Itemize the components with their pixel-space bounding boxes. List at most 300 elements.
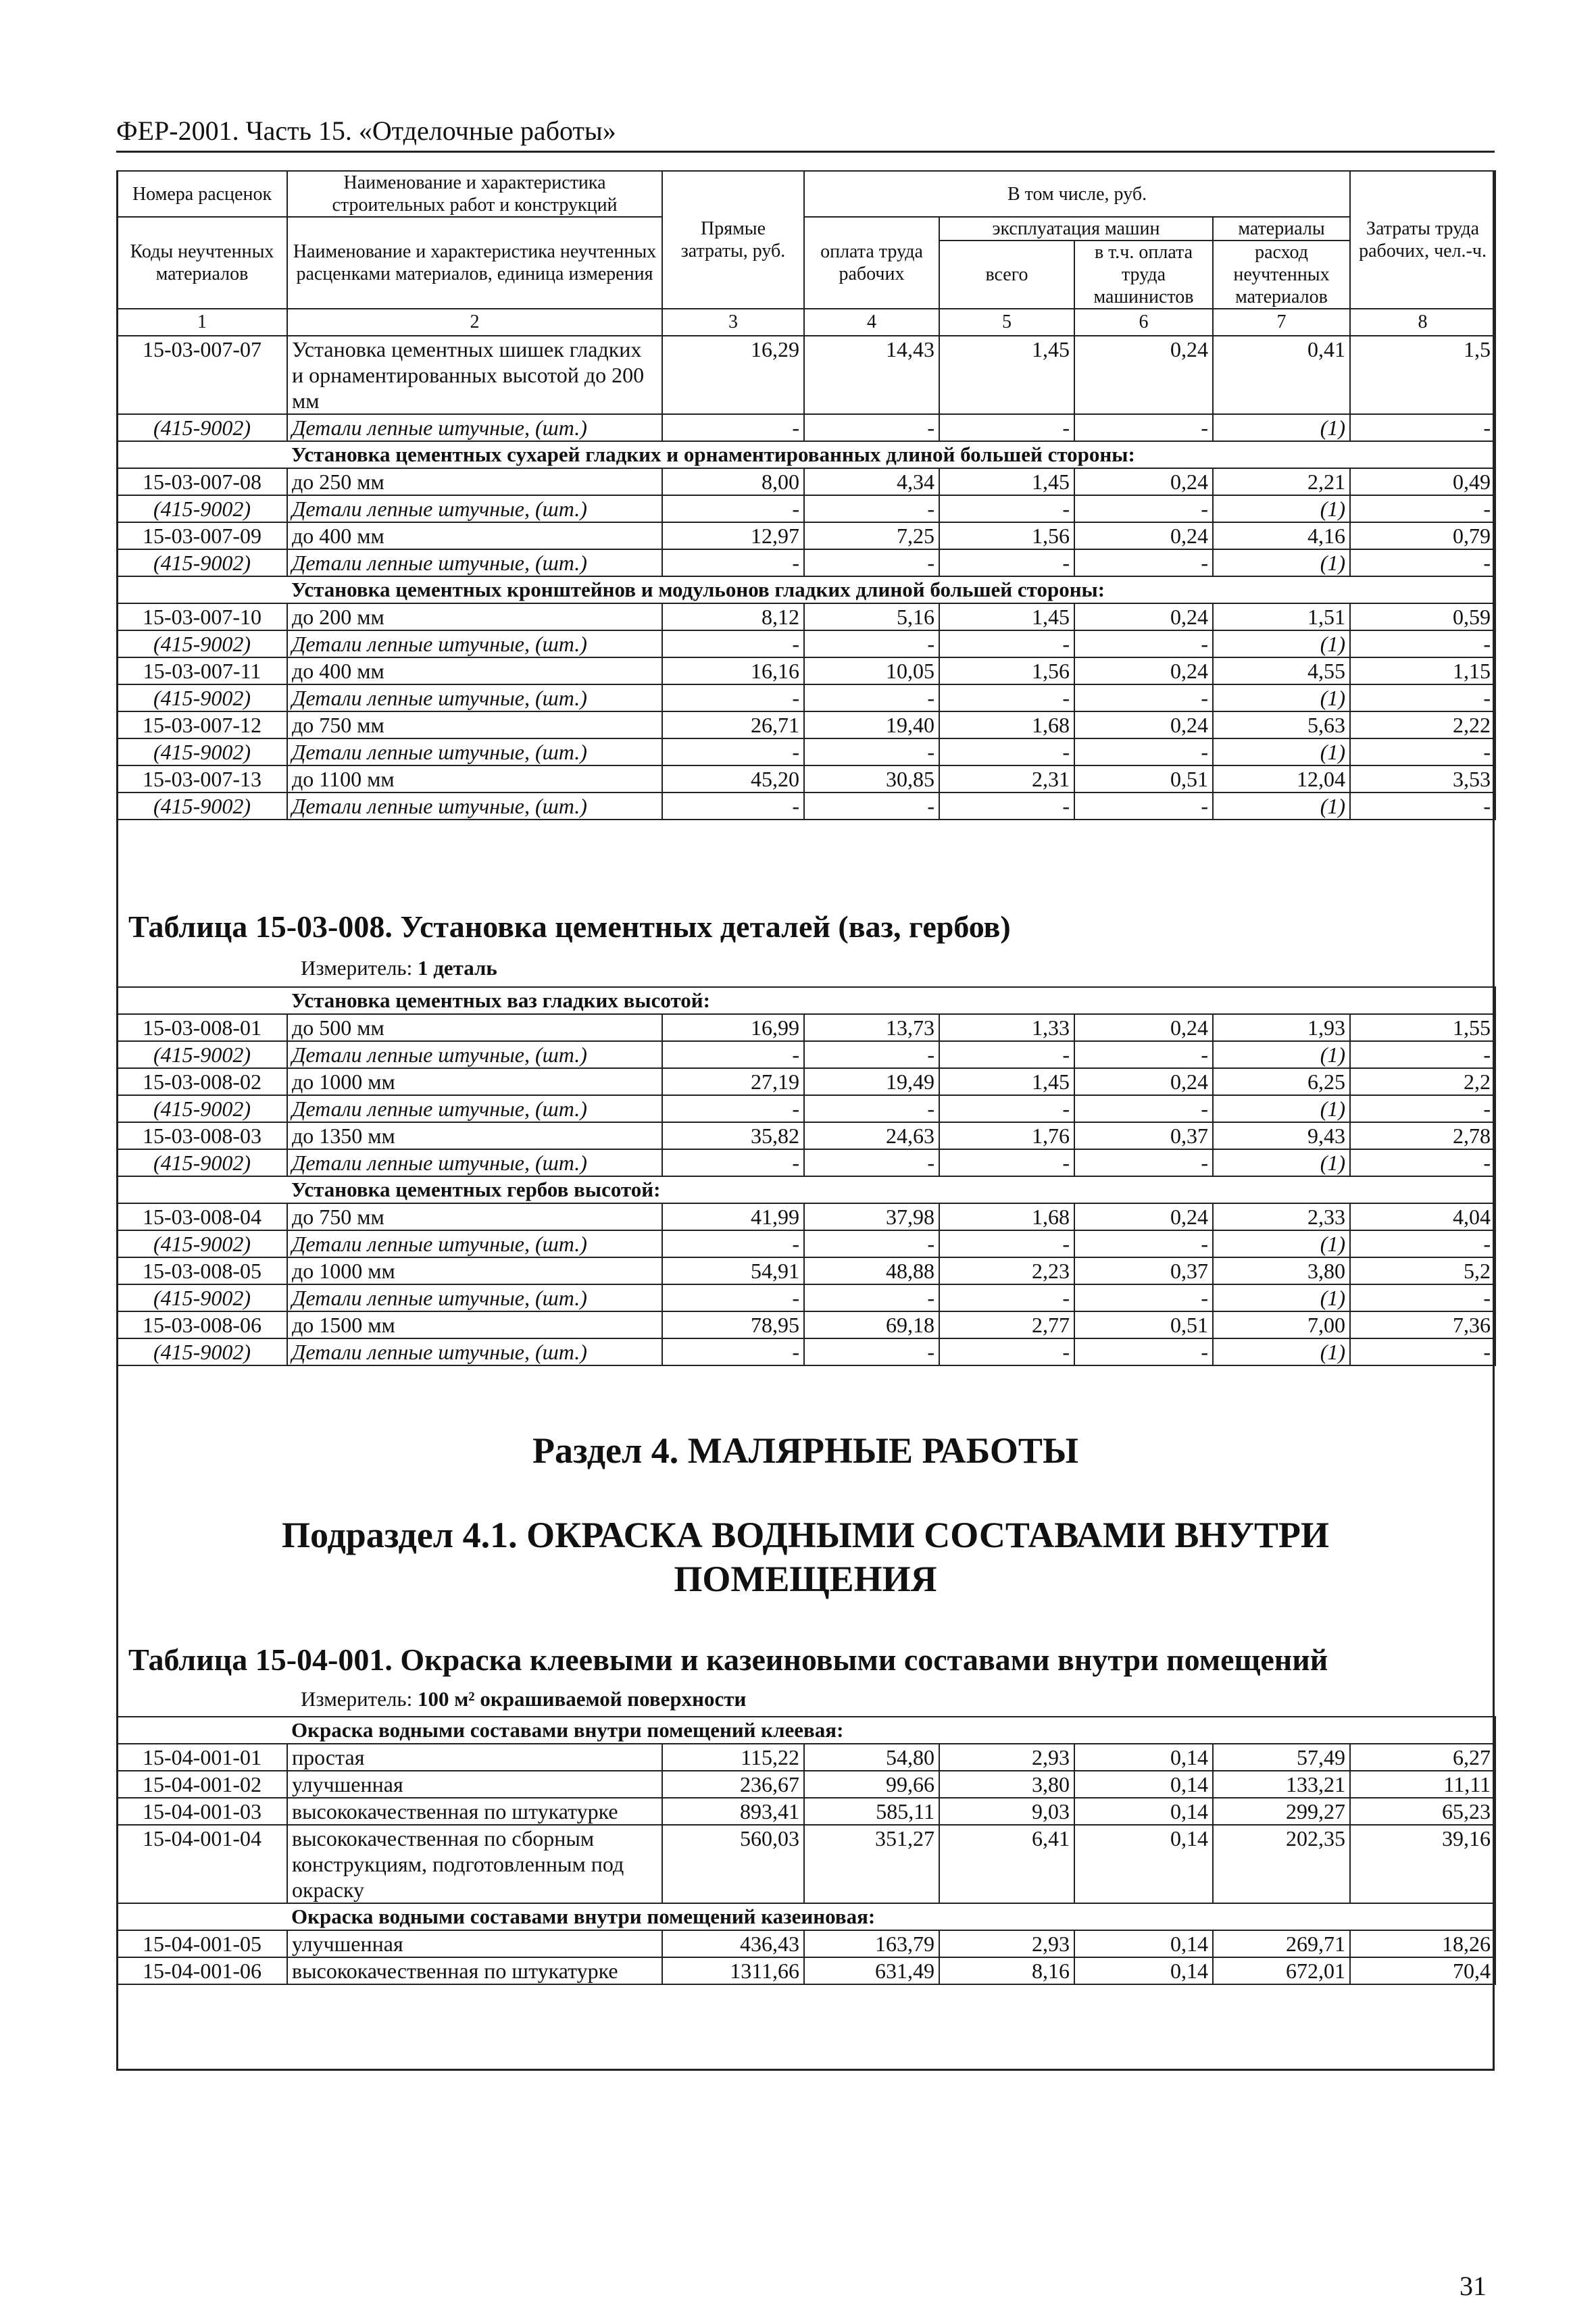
material-name: Детали лепные штучные, (шт.) — [287, 549, 662, 576]
rate-value: 2,78 — [1350, 1122, 1495, 1149]
material-row — [117, 738, 1495, 765]
rate-value: 1,56 — [939, 657, 1074, 684]
material-code: (415-9002) — [117, 414, 287, 441]
col-head-machines-total: всего — [939, 241, 1074, 309]
rate-value: 0,24 — [1074, 468, 1213, 495]
rate-value: 2,33 — [1213, 1203, 1350, 1230]
material-code: (415-9002) — [117, 1149, 287, 1176]
rate-row — [117, 1957, 1495, 1984]
col-head-machines: эксплуатация машин — [939, 217, 1213, 241]
material-value: - — [939, 1095, 1074, 1122]
rate-value: 12,97 — [662, 522, 804, 549]
material-value: - — [804, 414, 939, 441]
rate-name: до 750 мм — [287, 1203, 662, 1230]
header-rule — [116, 151, 1495, 153]
subheading-spacer — [117, 987, 287, 1014]
rate-value: 0,14 — [1074, 1825, 1213, 1903]
rate-value: 0,51 — [1074, 765, 1213, 793]
subheading-text: Окраска водными составами внутри помещений казеиновая: — [287, 1903, 1495, 1930]
rate-value: 4,55 — [1213, 657, 1350, 684]
col-index: 3 — [662, 309, 804, 336]
rate-name: до 500 мм — [287, 1014, 662, 1041]
rate-value: 2,93 — [939, 1930, 1074, 1957]
material-name: Детали лепные штучные, (шт.) — [287, 738, 662, 765]
table-title-15-04-001: Таблица 15-04-001. Окраска клеевыми и казеиновыми составами внутри помещений — [128, 1642, 1328, 1677]
material-value: - — [1074, 1095, 1213, 1122]
material-code: (415-9002) — [117, 1284, 287, 1311]
rate-value: 54,80 — [804, 1744, 939, 1771]
rate-value: 0,24 — [1074, 1014, 1213, 1041]
material-value: - — [1074, 630, 1213, 657]
material-code: (415-9002) — [117, 1338, 287, 1365]
measure-value: 1 деталь — [417, 956, 497, 980]
measure-value: 100 м² окрашиваемой поверхности — [417, 1687, 747, 1711]
col-index: 8 — [1350, 309, 1495, 336]
material-name: Детали лепные штучные, (шт.) — [287, 1284, 662, 1311]
subsection-title-line-1: Подраздел 4.1. ОКРАСКА ВОДНЫМИ СОСТАВАМИ ВНУТРИ — [282, 1515, 1329, 1555]
rate-row — [117, 1014, 1495, 1041]
rate-value: 2,22 — [1350, 711, 1495, 738]
rate-value: 1,55 — [1350, 1014, 1495, 1041]
rate-row — [117, 1798, 1495, 1825]
material-value: - — [939, 495, 1074, 522]
rate-value: 0,49 — [1350, 468, 1495, 495]
rate-row — [117, 1122, 1495, 1149]
rates-table-15-03-007 — [116, 170, 1496, 820]
rate-value: 19,40 — [804, 711, 939, 738]
rate-value: 0,14 — [1074, 1744, 1213, 1771]
rate-value: 115,22 — [662, 1744, 804, 1771]
material-value: (1) — [1213, 684, 1350, 711]
rate-row — [117, 765, 1495, 793]
material-value: (1) — [1213, 1041, 1350, 1068]
rate-value: 8,00 — [662, 468, 804, 495]
material-value: - — [1074, 1230, 1213, 1257]
rate-value: 2,23 — [939, 1257, 1074, 1284]
rate-row — [117, 1068, 1495, 1095]
rate-value: 99,66 — [804, 1771, 939, 1798]
rate-row — [117, 336, 1495, 414]
rate-name: до 1350 мм — [287, 1122, 662, 1149]
measure-label: Измеритель: — [301, 956, 413, 980]
rate-value: 0,24 — [1074, 1203, 1213, 1230]
rate-row — [117, 468, 1495, 495]
rate-value: 133,21 — [1213, 1771, 1350, 1798]
rate-value: 1,76 — [939, 1122, 1074, 1149]
material-value: - — [1074, 793, 1213, 820]
subheading-row — [117, 576, 1495, 603]
rate-value: 3,80 — [939, 1771, 1074, 1798]
material-value: - — [804, 684, 939, 711]
rate-value: 351,27 — [804, 1825, 939, 1903]
material-name: Детали лепные штучные, (шт.) — [287, 684, 662, 711]
rate-value: 30,85 — [804, 765, 939, 793]
rate-value: 6,41 — [939, 1825, 1074, 1903]
running-header: ФЕР-2001. Часть 15. «Отделочные работы» — [116, 116, 616, 146]
rate-value: 4,04 — [1350, 1203, 1495, 1230]
rate-value: 0,24 — [1074, 657, 1213, 684]
rate-value: 39,16 — [1350, 1825, 1495, 1903]
rate-value: 16,99 — [662, 1014, 804, 1041]
subheading-row — [117, 1176, 1495, 1203]
material-name: Детали лепные штучные, (шт.) — [287, 630, 662, 657]
rate-name: простая — [287, 1744, 662, 1771]
material-value: - — [804, 1095, 939, 1122]
rate-value: 2,77 — [939, 1311, 1074, 1338]
material-code: (415-9002) — [117, 684, 287, 711]
rate-row — [117, 1744, 1495, 1771]
rate-row — [117, 711, 1495, 738]
rate-value: 7,36 — [1350, 1311, 1495, 1338]
rate-value: 1,45 — [939, 1068, 1074, 1095]
rate-value: 631,49 — [804, 1957, 939, 1984]
rate-value: 7,00 — [1213, 1311, 1350, 1338]
rate-row — [117, 1203, 1495, 1230]
table-body-15-04-001 — [117, 1717, 1495, 1984]
rate-value: 3,53 — [1350, 765, 1495, 793]
material-value: - — [804, 1041, 939, 1068]
rate-value: 163,79 — [804, 1930, 939, 1957]
material-name: Детали лепные штучные, (шт.) — [287, 793, 662, 820]
rate-value: 1,93 — [1213, 1014, 1350, 1041]
rate-value: 299,27 — [1213, 1798, 1350, 1825]
table-body-15-03-007 — [117, 336, 1495, 820]
rate-code: 15-03-008-01 — [117, 1014, 287, 1041]
rate-value: 560,03 — [662, 1825, 804, 1903]
material-value: - — [662, 1041, 804, 1068]
rate-value: 0,24 — [1074, 336, 1213, 414]
subheading-spacer — [117, 1903, 287, 1930]
material-name: Детали лепные штучные, (шт.) — [287, 1095, 662, 1122]
material-value: - — [662, 1149, 804, 1176]
material-value: (1) — [1213, 630, 1350, 657]
rate-value: 6,25 — [1213, 1068, 1350, 1095]
col-index: 4 — [804, 309, 939, 336]
material-row — [117, 1095, 1495, 1122]
material-value: - — [939, 630, 1074, 657]
material-row — [117, 414, 1495, 441]
material-code: (415-9002) — [117, 738, 287, 765]
material-value: - — [804, 793, 939, 820]
material-value: - — [939, 684, 1074, 711]
subheading-spacer — [117, 1717, 287, 1744]
material-value: - — [939, 549, 1074, 576]
material-value: - — [804, 549, 939, 576]
material-value: - — [804, 495, 939, 522]
rate-code: 15-03-007-11 — [117, 657, 287, 684]
material-name: Детали лепные штучные, (шт.) — [287, 1041, 662, 1068]
rate-value: 19,49 — [804, 1068, 939, 1095]
section-title: Раздел 4. МАЛЯРНЫЕ РАБОТЫ — [532, 1430, 1078, 1471]
material-code: (415-9002) — [117, 1041, 287, 1068]
rate-value: 54,91 — [662, 1257, 804, 1284]
material-value: - — [939, 414, 1074, 441]
rate-value: 893,41 — [662, 1798, 804, 1825]
rate-code: 15-04-001-04 — [117, 1825, 287, 1903]
rate-value: 37,98 — [804, 1203, 939, 1230]
rate-value: 1,68 — [939, 1203, 1074, 1230]
material-value: (1) — [1213, 414, 1350, 441]
material-code: (415-9002) — [117, 1095, 287, 1122]
table-body-15-03-008 — [117, 987, 1495, 1365]
material-value: (1) — [1213, 738, 1350, 765]
material-value: - — [804, 1149, 939, 1176]
rate-value: 0,37 — [1074, 1122, 1213, 1149]
measure-15-03-008 — [301, 956, 497, 980]
rate-value: 1,45 — [939, 603, 1074, 630]
material-value: (1) — [1213, 1149, 1350, 1176]
rate-value: 0,79 — [1350, 522, 1495, 549]
col-head-rates: Номера расценок — [117, 171, 287, 217]
material-value: - — [1350, 1149, 1495, 1176]
rate-code: 15-04-001-05 — [117, 1930, 287, 1957]
rate-value: 0,24 — [1074, 1068, 1213, 1095]
rate-value: 1,45 — [939, 336, 1074, 414]
material-name: Детали лепные штучные, (шт.) — [287, 1149, 662, 1176]
rate-value: 0,24 — [1074, 522, 1213, 549]
rate-code: 15-04-001-01 — [117, 1744, 287, 1771]
col-head-works: Наименование и характеристика строительных работ и конструкций — [287, 171, 662, 217]
rate-row — [117, 1930, 1495, 1957]
rate-code: 15-03-007-07 — [117, 336, 287, 414]
material-value: - — [662, 549, 804, 576]
material-value: - — [1350, 630, 1495, 657]
material-value: - — [1074, 1149, 1213, 1176]
rate-value: 2,31 — [939, 765, 1074, 793]
rate-value: 9,03 — [939, 1798, 1074, 1825]
material-value: - — [939, 1149, 1074, 1176]
material-value: - — [804, 738, 939, 765]
rate-value: 0,14 — [1074, 1957, 1213, 1984]
rate-value: 4,34 — [804, 468, 939, 495]
material-value: - — [1350, 549, 1495, 576]
measure-15-04-001 — [301, 1687, 746, 1711]
rate-name: высококачественная по штукатурке — [287, 1798, 662, 1825]
material-value: - — [662, 630, 804, 657]
rate-value: 8,12 — [662, 603, 804, 630]
material-value: - — [662, 414, 804, 441]
rate-value: 2,93 — [939, 1744, 1074, 1771]
rate-value: 11,11 — [1350, 1771, 1495, 1798]
rate-value: 1,33 — [939, 1014, 1074, 1041]
table-title-15-03-008: Таблица 15-03-008. Установка цементных деталей (ваз, гербов) — [128, 909, 1011, 944]
material-row — [117, 793, 1495, 820]
rate-name: высококачественная по штукатурке — [287, 1957, 662, 1984]
rate-value: 70,4 — [1350, 1957, 1495, 1984]
material-row — [117, 1041, 1495, 1068]
material-name: Детали лепные штучные, (шт.) — [287, 1230, 662, 1257]
rate-name: до 400 мм — [287, 522, 662, 549]
subheading-row — [117, 987, 1495, 1014]
rate-name: до 200 мм — [287, 603, 662, 630]
rate-value: 0,24 — [1074, 603, 1213, 630]
material-value: - — [1074, 1338, 1213, 1365]
col-head-direct-costs: Прямые затраты, руб. — [662, 171, 804, 309]
material-value: - — [939, 1284, 1074, 1311]
material-row — [117, 1149, 1495, 1176]
rate-value: 672,01 — [1213, 1957, 1350, 1984]
rate-name: Установка цементных шишек гладких и орнаментированных высотой до 200 мм — [287, 336, 662, 414]
rate-value: 26,71 — [662, 711, 804, 738]
material-value: (1) — [1213, 495, 1350, 522]
material-value: (1) — [1213, 793, 1350, 820]
rate-value: 8,16 — [939, 1957, 1074, 1984]
rate-value: 57,49 — [1213, 1744, 1350, 1771]
material-value: - — [804, 1338, 939, 1365]
subheading-row — [117, 441, 1495, 468]
material-value: - — [1350, 1284, 1495, 1311]
rate-code: 15-03-007-13 — [117, 765, 287, 793]
rate-value: 41,99 — [662, 1203, 804, 1230]
material-value: - — [662, 684, 804, 711]
rate-name: до 1500 мм — [287, 1311, 662, 1338]
material-value: - — [1350, 1095, 1495, 1122]
material-value: - — [939, 1230, 1074, 1257]
rate-value: 35,82 — [662, 1122, 804, 1149]
rate-value: 9,43 — [1213, 1122, 1350, 1149]
rate-value: 1,56 — [939, 522, 1074, 549]
material-value: - — [1350, 793, 1495, 820]
col-index: 6 — [1074, 309, 1213, 336]
col-head-material-consumption: расход неучтенных материалов — [1213, 241, 1350, 309]
rate-code: 15-04-001-02 — [117, 1771, 287, 1798]
rate-value: 202,35 — [1213, 1825, 1350, 1903]
rate-value: 13,73 — [804, 1014, 939, 1041]
col-head-incl: В том числе, руб. — [804, 171, 1350, 217]
measure-label: Измеритель: — [301, 1687, 413, 1711]
rate-code: 15-03-008-06 — [117, 1311, 287, 1338]
rate-value: 1,68 — [939, 711, 1074, 738]
rate-value: 48,88 — [804, 1257, 939, 1284]
rate-value: 69,18 — [804, 1311, 939, 1338]
rate-value: 0,41 — [1213, 336, 1350, 414]
rate-value: 2,21 — [1213, 468, 1350, 495]
rate-value: 12,04 — [1213, 765, 1350, 793]
subheading-text: Установка цементных гербов высотой: — [287, 1176, 1495, 1203]
material-value: - — [662, 1095, 804, 1122]
material-value: - — [1350, 1338, 1495, 1365]
material-value: - — [1350, 495, 1495, 522]
rate-value: 5,16 — [804, 603, 939, 630]
page-number: 31 — [1460, 2271, 1487, 2301]
rate-value: 3,80 — [1213, 1257, 1350, 1284]
subheading-spacer — [117, 576, 287, 603]
rate-row — [117, 603, 1495, 630]
material-value: - — [1350, 738, 1495, 765]
rate-value: 0,37 — [1074, 1257, 1213, 1284]
subheading-row — [117, 1903, 1495, 1930]
material-value: (1) — [1213, 549, 1350, 576]
material-code: (415-9002) — [117, 549, 287, 576]
col-index: 5 — [939, 309, 1074, 336]
rate-value: 16,16 — [662, 657, 804, 684]
rate-code: 15-03-008-02 — [117, 1068, 287, 1095]
material-value: - — [1074, 1284, 1213, 1311]
rate-value: 1311,66 — [662, 1957, 804, 1984]
rate-code: 15-03-007-09 — [117, 522, 287, 549]
material-value: - — [662, 738, 804, 765]
material-value: - — [1350, 414, 1495, 441]
rate-row — [117, 1771, 1495, 1798]
rate-name: до 1000 мм — [287, 1068, 662, 1095]
material-name: Детали лепные штучные, (шт.) — [287, 1338, 662, 1365]
rate-value: 0,14 — [1074, 1798, 1213, 1825]
rate-value: 4,16 — [1213, 522, 1350, 549]
rate-value: 1,5 — [1350, 336, 1495, 414]
rate-code: 15-04-001-06 — [117, 1957, 287, 1984]
rate-row — [117, 522, 1495, 549]
rate-value: 1,15 — [1350, 657, 1495, 684]
rate-code: 15-03-008-04 — [117, 1203, 287, 1230]
material-name: Детали лепные штучные, (шт.) — [287, 414, 662, 441]
rate-value: 2,2 — [1350, 1068, 1495, 1095]
material-code: (415-9002) — [117, 630, 287, 657]
col-head-materials-names: Наименование и характеристика неучтенных расценками материалов, единица измерения — [287, 217, 662, 309]
rate-code: 15-03-008-05 — [117, 1257, 287, 1284]
rate-value: 45,20 — [662, 765, 804, 793]
rate-value: 6,27 — [1350, 1744, 1495, 1771]
material-row — [117, 495, 1495, 522]
material-value: - — [804, 1230, 939, 1257]
rate-name: улучшенная — [287, 1771, 662, 1798]
material-value: - — [1074, 495, 1213, 522]
rate-value: 5,63 — [1213, 711, 1350, 738]
rate-value: 18,26 — [1350, 1930, 1495, 1957]
rate-value: 65,23 — [1350, 1798, 1495, 1825]
material-value: - — [939, 1338, 1074, 1365]
rates-table-15-03-008 — [116, 986, 1496, 1366]
material-value: (1) — [1213, 1230, 1350, 1257]
col-head-operators-pay: в т.ч. оплата труда машинистов — [1074, 241, 1213, 309]
rate-code: 15-03-008-03 — [117, 1122, 287, 1149]
rate-name: улучшенная — [287, 1930, 662, 1957]
material-value: - — [1350, 1230, 1495, 1257]
material-value: - — [1350, 684, 1495, 711]
material-value: - — [662, 1338, 804, 1365]
rate-code: 15-03-007-10 — [117, 603, 287, 630]
table-block-3 — [116, 1716, 1495, 1985]
material-code: (415-9002) — [117, 793, 287, 820]
material-value: - — [662, 1284, 804, 1311]
col-head-workers-pay: оплата труда рабочих — [804, 217, 939, 309]
material-row — [117, 1230, 1495, 1257]
rate-value: 5,2 — [1350, 1257, 1495, 1284]
rate-name: до 1100 мм — [287, 765, 662, 793]
table-block-2 — [116, 986, 1495, 1366]
material-name: Детали лепные штучные, (шт.) — [287, 495, 662, 522]
material-value: - — [939, 793, 1074, 820]
material-value: - — [662, 495, 804, 522]
material-value: - — [1074, 549, 1213, 576]
rate-value: 1,51 — [1213, 603, 1350, 630]
rate-value: 0,24 — [1074, 711, 1213, 738]
rate-row — [117, 657, 1495, 684]
rate-value: 78,95 — [662, 1311, 804, 1338]
rate-row — [117, 1825, 1495, 1903]
material-value: (1) — [1213, 1095, 1350, 1122]
rate-value: 1,45 — [939, 468, 1074, 495]
material-row — [117, 684, 1495, 711]
table-block-1 — [116, 170, 1495, 820]
rate-value: 0,51 — [1074, 1311, 1213, 1338]
subheading-text: Установка цементных кронштейнов и модульонов гладких длиной большей стороны: — [287, 576, 1495, 603]
rate-row — [117, 1257, 1495, 1284]
material-value: - — [1350, 1041, 1495, 1068]
material-row — [117, 630, 1495, 657]
material-value: - — [939, 1041, 1074, 1068]
material-value: - — [662, 793, 804, 820]
subheading-spacer — [117, 1176, 287, 1203]
